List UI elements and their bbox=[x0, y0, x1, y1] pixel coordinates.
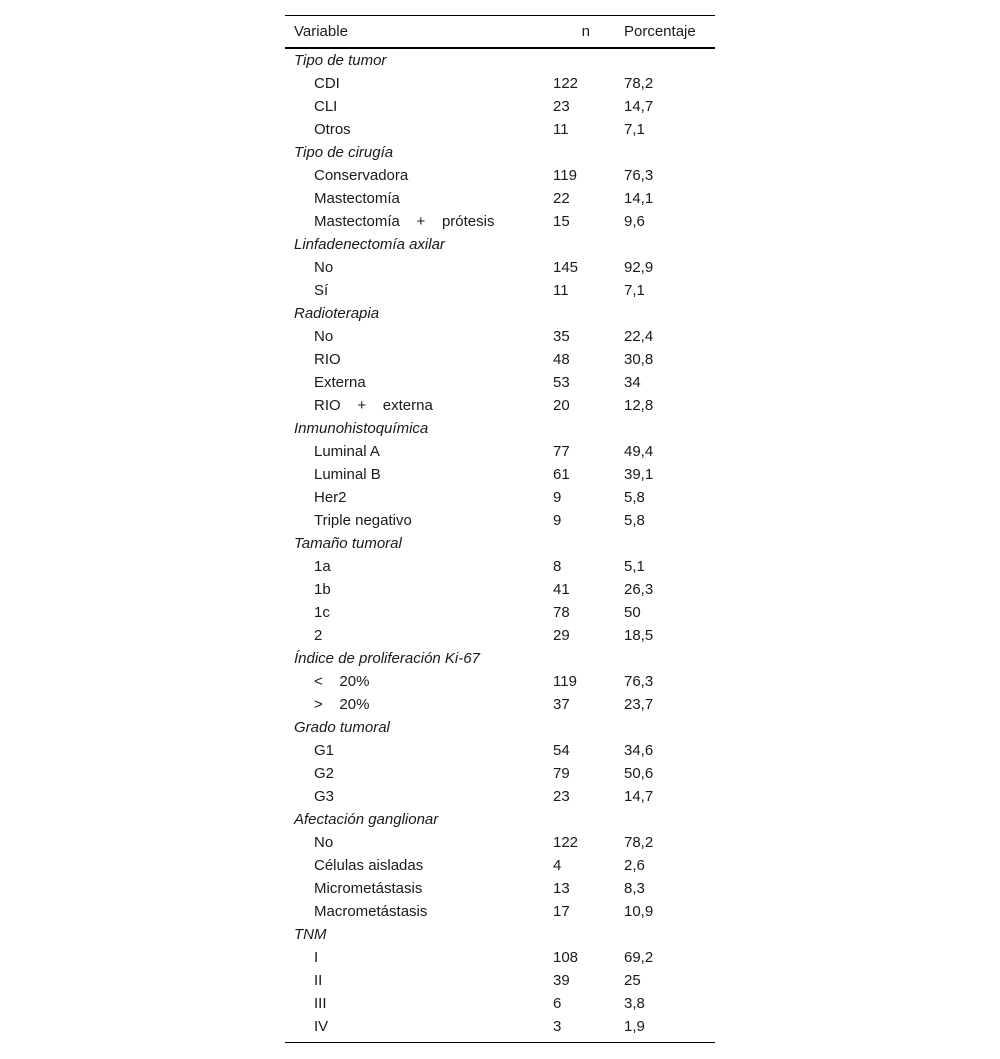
table-row bbox=[285, 578, 715, 601]
table-row bbox=[285, 118, 715, 141]
row-label: RIO bbox=[314, 351, 341, 368]
row-n: 29 bbox=[553, 627, 570, 644]
row-n: 53 bbox=[553, 374, 570, 391]
row-percent: 5,8 bbox=[624, 489, 645, 506]
row-label: 1c bbox=[314, 604, 330, 621]
row-label: Micrometástasis bbox=[314, 880, 423, 897]
row-n: 78 bbox=[553, 604, 570, 621]
row-n: 22 bbox=[553, 190, 570, 207]
category-label: Inmunohistoquímica bbox=[294, 420, 429, 437]
row-percent: 30,8 bbox=[624, 351, 654, 368]
header-n: n bbox=[581, 23, 590, 40]
category-label: TNM bbox=[294, 926, 327, 943]
row-percent: 25 bbox=[624, 972, 641, 989]
table-header bbox=[285, 16, 715, 49]
table-row bbox=[285, 739, 715, 762]
row-percent: 78,2 bbox=[624, 75, 654, 92]
row-label: Macrometástasis bbox=[314, 903, 428, 920]
table-row bbox=[285, 210, 715, 233]
category-row bbox=[285, 716, 715, 739]
row-n: 6 bbox=[553, 995, 562, 1012]
table-row bbox=[285, 256, 715, 279]
row-label: G2 bbox=[314, 765, 335, 782]
row-label: Células aisladas bbox=[314, 857, 424, 874]
row-percent: 3,8 bbox=[624, 995, 645, 1012]
table-row bbox=[285, 348, 715, 371]
row-n: 17 bbox=[553, 903, 570, 920]
table-row bbox=[285, 95, 715, 118]
row-n: 35 bbox=[553, 328, 570, 345]
row-label: Externa bbox=[314, 374, 366, 391]
category-label: Índice de proliferación Ki-67 bbox=[294, 650, 480, 667]
row-percent: 8,3 bbox=[624, 880, 645, 897]
row-n: 108 bbox=[553, 949, 579, 966]
row-percent: 5,1 bbox=[624, 558, 645, 575]
row-percent: 34,6 bbox=[624, 742, 654, 759]
row-label: Luminal B bbox=[314, 466, 381, 483]
category-row bbox=[285, 417, 715, 440]
row-percent: 22,4 bbox=[624, 328, 654, 345]
row-label: Otros bbox=[314, 121, 351, 138]
row-label: G1 bbox=[314, 742, 335, 759]
table-row bbox=[285, 509, 715, 532]
row-n: 119 bbox=[553, 673, 577, 690]
table-row bbox=[285, 371, 715, 394]
row-percent: 14,7 bbox=[624, 788, 654, 805]
table-row bbox=[285, 72, 715, 95]
row-percent: 23,7 bbox=[624, 696, 654, 713]
row-n: 37 bbox=[553, 696, 570, 713]
row-n: 9 bbox=[553, 489, 562, 506]
row-percent: 1,9 bbox=[624, 1018, 645, 1035]
row-n: 20 bbox=[553, 397, 570, 414]
table-row bbox=[285, 325, 715, 348]
category-row bbox=[285, 647, 715, 670]
row-percent: 39,1 bbox=[624, 466, 654, 483]
category-row bbox=[285, 302, 715, 325]
table-row bbox=[285, 279, 715, 302]
row-label: I bbox=[314, 949, 319, 966]
row-label: No bbox=[314, 834, 334, 851]
table-row bbox=[285, 946, 715, 969]
category-label: Grado tumoral bbox=[294, 719, 390, 736]
row-n: 122 bbox=[553, 834, 579, 851]
category-row bbox=[285, 233, 715, 256]
row-n: 145 bbox=[553, 259, 579, 276]
row-percent: 10,9 bbox=[624, 903, 654, 920]
row-label: 1b bbox=[314, 581, 331, 598]
row-n: 122 bbox=[553, 75, 579, 92]
row-label: G3 bbox=[314, 788, 335, 805]
row-percent: 50 bbox=[624, 604, 641, 621]
row-n: 79 bbox=[553, 765, 570, 782]
row-label: Triple negativo bbox=[314, 512, 412, 529]
row-label: > 20% bbox=[314, 696, 370, 713]
row-label: Her2 bbox=[314, 489, 347, 506]
table-row bbox=[285, 969, 715, 992]
row-n: 23 bbox=[553, 98, 570, 115]
row-label: III bbox=[314, 995, 327, 1012]
table-row bbox=[285, 486, 715, 509]
category-label: Tipo de cirugía bbox=[294, 144, 394, 161]
row-percent: 50,6 bbox=[624, 765, 654, 782]
row-percent: 34 bbox=[624, 374, 641, 391]
row-n: 11 bbox=[553, 282, 569, 299]
row-n: 39 bbox=[553, 972, 570, 989]
row-percent: 18,5 bbox=[624, 627, 654, 644]
table-row bbox=[285, 992, 715, 1015]
table-row bbox=[285, 877, 715, 900]
row-n: 8 bbox=[553, 558, 562, 575]
row-percent: 78,2 bbox=[624, 834, 654, 851]
table-row bbox=[285, 900, 715, 923]
header-percent: Porcentaje bbox=[624, 23, 696, 40]
table-row bbox=[285, 555, 715, 578]
row-percent: 92,9 bbox=[624, 259, 654, 276]
row-percent: 69,2 bbox=[624, 949, 654, 966]
bottom-rule bbox=[285, 1042, 715, 1043]
category-row bbox=[285, 808, 715, 831]
row-n: 54 bbox=[553, 742, 570, 759]
table-row bbox=[285, 440, 715, 463]
data-table-container bbox=[285, 15, 715, 1043]
row-percent: 14,7 bbox=[624, 98, 654, 115]
category-label: Radioterapia bbox=[294, 305, 380, 322]
row-percent: 26,3 bbox=[624, 581, 654, 598]
table-row bbox=[285, 463, 715, 486]
row-percent: 76,3 bbox=[624, 167, 654, 184]
row-percent: 5,8 bbox=[624, 512, 645, 529]
row-n: 48 bbox=[553, 351, 570, 368]
row-percent: 49,4 bbox=[624, 443, 654, 460]
table-row bbox=[285, 693, 715, 716]
row-percent: 7,1 bbox=[624, 121, 645, 138]
row-percent: 7,1 bbox=[624, 282, 645, 299]
row-label: Mastectomía + prótesis bbox=[314, 213, 495, 230]
category-label: Afectación ganglionar bbox=[294, 811, 439, 828]
row-label: IV bbox=[314, 1018, 329, 1035]
category-row bbox=[285, 48, 715, 72]
row-label: < 20% bbox=[314, 673, 370, 690]
row-n: 77 bbox=[553, 443, 570, 460]
table-row bbox=[285, 164, 715, 187]
row-label: RIO + externa bbox=[314, 397, 433, 414]
header-row bbox=[285, 16, 715, 49]
table-row bbox=[285, 187, 715, 210]
row-label: Mastectomía bbox=[314, 190, 400, 207]
row-label: 1a bbox=[314, 558, 331, 575]
row-label: Luminal A bbox=[314, 443, 380, 460]
table-row bbox=[285, 624, 715, 647]
row-label: CDI bbox=[314, 75, 340, 92]
row-percent: 12,8 bbox=[624, 397, 654, 414]
row-n: 41 bbox=[553, 581, 570, 598]
category-row bbox=[285, 923, 715, 946]
table-row bbox=[285, 762, 715, 785]
table-row bbox=[285, 785, 715, 808]
row-label: No bbox=[314, 328, 334, 345]
category-row bbox=[285, 532, 715, 555]
row-n: 23 bbox=[553, 788, 570, 805]
row-n: 9 bbox=[553, 512, 562, 529]
row-percent: 14,1 bbox=[624, 190, 654, 207]
row-label: II bbox=[314, 972, 323, 989]
row-percent: 9,6 bbox=[624, 213, 645, 230]
category-label: Tamaño tumoral bbox=[294, 535, 402, 552]
header-variable: Variable bbox=[294, 23, 348, 40]
data-table bbox=[285, 15, 715, 1042]
row-label: CLI bbox=[314, 98, 338, 115]
row-n: 3 bbox=[553, 1018, 562, 1035]
row-percent: 76,3 bbox=[624, 673, 654, 690]
row-n: 11 bbox=[553, 121, 569, 138]
table-row bbox=[285, 394, 715, 417]
category-label: Tipo de tumor bbox=[294, 52, 387, 69]
table-row bbox=[285, 831, 715, 854]
table-row bbox=[285, 854, 715, 877]
category-row bbox=[285, 141, 715, 164]
table-row bbox=[285, 601, 715, 624]
row-label: No bbox=[314, 259, 334, 276]
table-row bbox=[285, 670, 715, 693]
row-n: 15 bbox=[553, 213, 570, 230]
row-label: Sí bbox=[314, 282, 329, 299]
row-percent: 2,6 bbox=[624, 857, 645, 874]
row-label: 2 bbox=[314, 627, 323, 644]
row-label: Conservadora bbox=[314, 167, 409, 184]
row-n: 61 bbox=[553, 466, 570, 483]
table-row bbox=[285, 1015, 715, 1042]
row-n: 13 bbox=[553, 880, 570, 897]
table-body bbox=[285, 48, 715, 1042]
row-n: 4 bbox=[553, 857, 562, 874]
category-label: Linfadenectomía axilar bbox=[294, 236, 445, 253]
row-n: 119 bbox=[553, 167, 577, 184]
